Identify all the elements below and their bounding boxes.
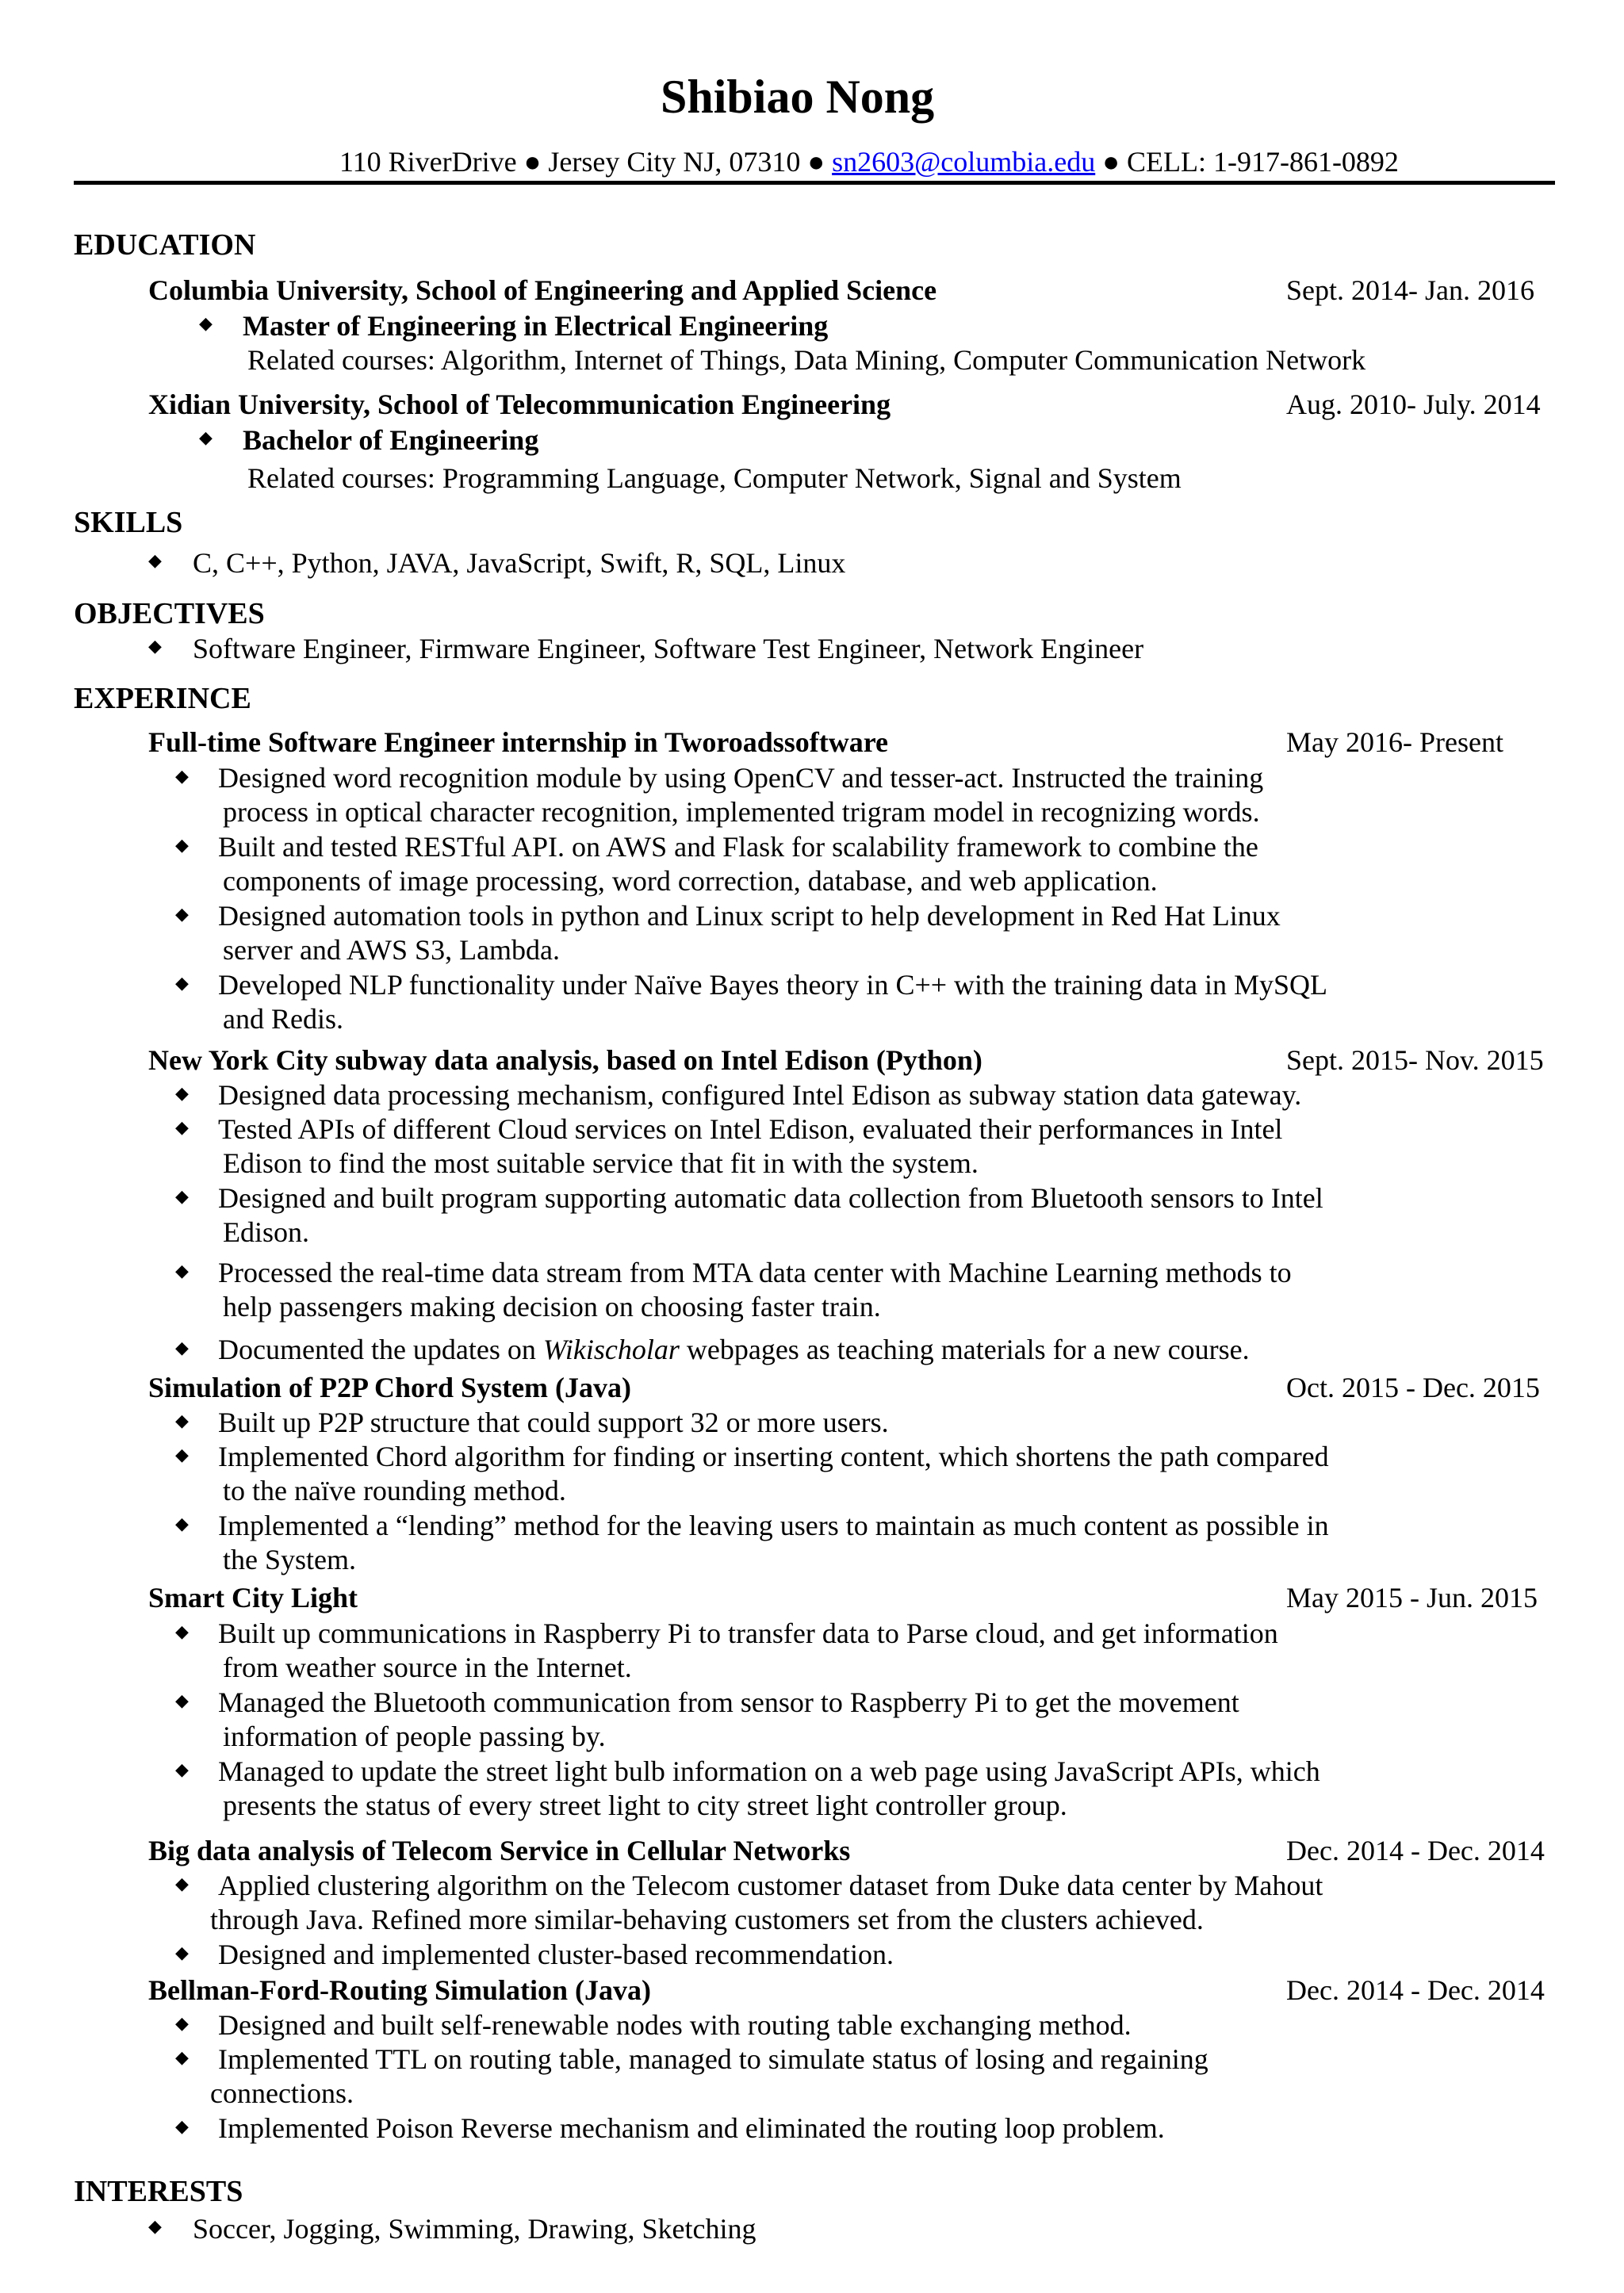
section-heading-education: EDUCATION [74,228,256,262]
experience-date: Dec. 2014 - Dec. 2014 [1286,1974,1545,2006]
experience-date: Dec. 2014 - Dec. 2014 [1286,1835,1545,1866]
bullet-icon: ◆ [199,427,213,447]
bullet-text: and Redis. [223,1003,343,1035]
cell-phone: CELL: 1-917-861-0892 [1126,146,1399,178]
section-heading-skills: SKILLS [74,506,183,539]
experience-date: May 2016- Present [1286,726,1503,758]
experience-date: Sept. 2015- Nov. 2015 [1286,1044,1544,1076]
bullet-text: Tested APIs of different Cloud services on Intel Edison, evaluated their performances in Intel [218,1113,1283,1145]
bullet-text: Designed and built self-renewable nodes with routing table exchanging method. [218,2009,1132,2041]
experience-title: Smart City Light [148,1582,358,1614]
contact-line [339,147,1399,176]
experience-title: Bellman-Ford-Routing Simulation (Java) [148,1974,652,2006]
bullet-text: process in optical character recognition, implemented trigram model in recognizing words. [223,796,1260,828]
bullet-text: Built up P2P structure that could support 32 or more users. [218,1407,889,1438]
bullet-icon: ◆ [175,1874,189,1893]
separator-dot: ● [1102,146,1120,178]
bullet-text: through Java. Refined more similar-behaving customers set from the clusters achieved. [210,1904,1204,1935]
bullet-text: Built and tested RESTful API. on AWS and Flask for scalability framework to combine the [218,831,1258,863]
bullet-text: connections. [210,2077,354,2109]
bullet-icon: ◆ [175,766,189,786]
bullet-text: Designed word recognition module by using OpenCV and tesser-act. Instructed the training [218,762,1264,794]
section-heading-interests: INTERESTS [74,2175,243,2208]
bullet-icon: ◆ [175,1411,189,1430]
bullet-text: Implemented Poison Reverse mechanism and eliminated the routing loop problem. [218,2112,1165,2144]
bullet-text: information of people passing by. [223,1721,606,1752]
bullet-text: Designed automation tools in python and Linux script to help development in Red Hat Linux [218,900,1281,932]
bullet-icon: ◆ [175,904,189,924]
bullet-text: help passengers making decision on choosing faster train. [223,1291,881,1323]
bullet-text: Implemented TTL on routing table, managed to simulate status of losing and regaining [218,2043,1208,2075]
bullet-icon: ◆ [148,2216,162,2236]
related-courses: Related courses: Programming Language, Computer Network, Signal and System [247,462,1182,494]
section-heading-objectives: OBJECTIVES [74,597,265,630]
bullet-text: Developed NLP functionality under Naïve Bayes theory in C++ with the training data in MySQL [218,969,1327,1001]
bullet-icon: ◆ [148,636,162,656]
bullet-text: to the naïve rounding method. [223,1475,566,1506]
bullet-text: components of image processing, word correction, database, and web application. [223,865,1158,897]
bullet-icon: ◆ [175,1261,189,1280]
email-link[interactable]: sn2603@columbia.edu [832,146,1096,178]
bullet-text: Designed and implemented cluster-based recommendation. [218,1939,894,1970]
bullet-icon: ◆ [175,1514,189,1533]
separator-dot: ● [807,146,825,178]
bullet-text: from weather source in the Internet. [223,1652,632,1683]
bullet-icon: ◆ [175,2047,189,2067]
bullet-text-part: Documented the updates on [218,1334,543,1365]
bullet-text: Implemented a “lending” method for the leaving users to maintain as much content as possible in [218,1510,1329,1541]
bullet-icon: ◆ [175,973,189,993]
education-date: Sept. 2014- Jan. 2016 [1286,274,1534,306]
experience-date: Oct. 2015 - Dec. 2015 [1286,1372,1540,1403]
bullet-icon: ◆ [175,2013,189,2033]
bullet-icon: ◆ [199,313,213,333]
city: Jersey City NJ, 07310 [548,146,801,178]
experience-title: Big data analysis of Telecom Service in Cellular Networks [148,1835,851,1866]
bullet-text-part: webpages as teaching materials for a new course. [679,1334,1250,1365]
bullet-text: Edison. [223,1216,310,1248]
section-heading-experience: EXPERINCE [74,682,251,715]
degree: Bachelor of Engineering [243,424,539,456]
school-name: Xidian University, School of Telecommunication Engineering [148,389,891,420]
bullet-text: server and AWS S3, Lambda. [223,934,561,966]
school-name: Columbia University, School of Engineering and Applied Science [148,274,937,306]
bullet-icon: ◆ [175,1943,189,1962]
separator-dot: ● [523,146,542,178]
wikischolar-italic: Wikischolar [542,1334,680,1365]
bullet-text: Managed to update the street light bulb information on a web page using JavaScript APIs, which [218,1755,1320,1787]
bullet-icon: ◆ [175,1186,189,1206]
education-date: Aug. 2010- July. 2014 [1286,389,1541,420]
bullet-text: presents the status of every street light to city street light controller group. [223,1790,1067,1821]
bullet-text: Implemented Chord algorithm for finding or inserting content, which shortens the path compared [218,1441,1329,1472]
experience-title: New York City subway data analysis, based on Intel Edison (Python) [148,1044,982,1076]
experience-title: Simulation of P2P Chord System (Java) [148,1372,632,1403]
skills-list: C, C++, Python, JAVA, JavaScript, Swift, R, SQL, Linux [193,547,846,579]
related-courses: Related courses: Algorithm, Internet of Things, Data Mining, Computer Communication Network [247,344,1366,376]
bullet-text: Processed the real-time data stream from MTA data center with Machine Learning methods to [218,1257,1292,1288]
interests-list: Soccer, Jogging, Swimming, Drawing, Sketching [193,2213,756,2245]
bullet-icon: ◆ [175,835,189,855]
bullet-icon: ◆ [175,1621,189,1641]
address: 110 RiverDrive [339,146,517,178]
bullet-text: Managed the Bluetooth communication from sensor to Raspberry Pi to get the movement [218,1686,1239,1718]
bullet-text: Applied clustering algorithm on the Telecom customer dataset from Duke data center by Mahout [218,1870,1323,1901]
bullet-icon: ◆ [175,1338,189,1357]
bullet-icon: ◆ [148,550,162,570]
resume-name: Shibiao Nong [661,71,935,123]
bullet-icon: ◆ [175,2116,189,2136]
bullet-text [218,1335,1250,1364]
bullet-text: Edison to find the most suitable service that fit in with the system. [223,1147,979,1179]
experience-title: Full-time Software Engineer internship in Tworoadssoftware [148,726,889,758]
bullet-icon: ◆ [175,1690,189,1710]
degree: Master of Engineering in Electrical Engineering [243,310,829,342]
experience-date: May 2015 - Jun. 2015 [1286,1582,1538,1614]
bullet-icon: ◆ [175,1759,189,1779]
header-divider [74,181,1555,185]
bullet-icon: ◆ [175,1083,189,1103]
bullet-text: Built up communications in Raspberry Pi to transfer data to Parse cloud, and get information [218,1617,1278,1649]
bullet-icon: ◆ [175,1117,189,1137]
objectives-list: Software Engineer, Firmware Engineer, Software Test Engineer, Network Engineer [193,633,1144,664]
bullet-text: Designed and built program supporting automatic data collection from Bluetooth sensors to Intel [218,1182,1323,1214]
bullet-text: the System. [223,1544,356,1575]
bullet-icon: ◆ [175,1445,189,1464]
bullet-text: Designed data processing mechanism, configured Intel Edison as subway station data gateway. [218,1079,1302,1111]
